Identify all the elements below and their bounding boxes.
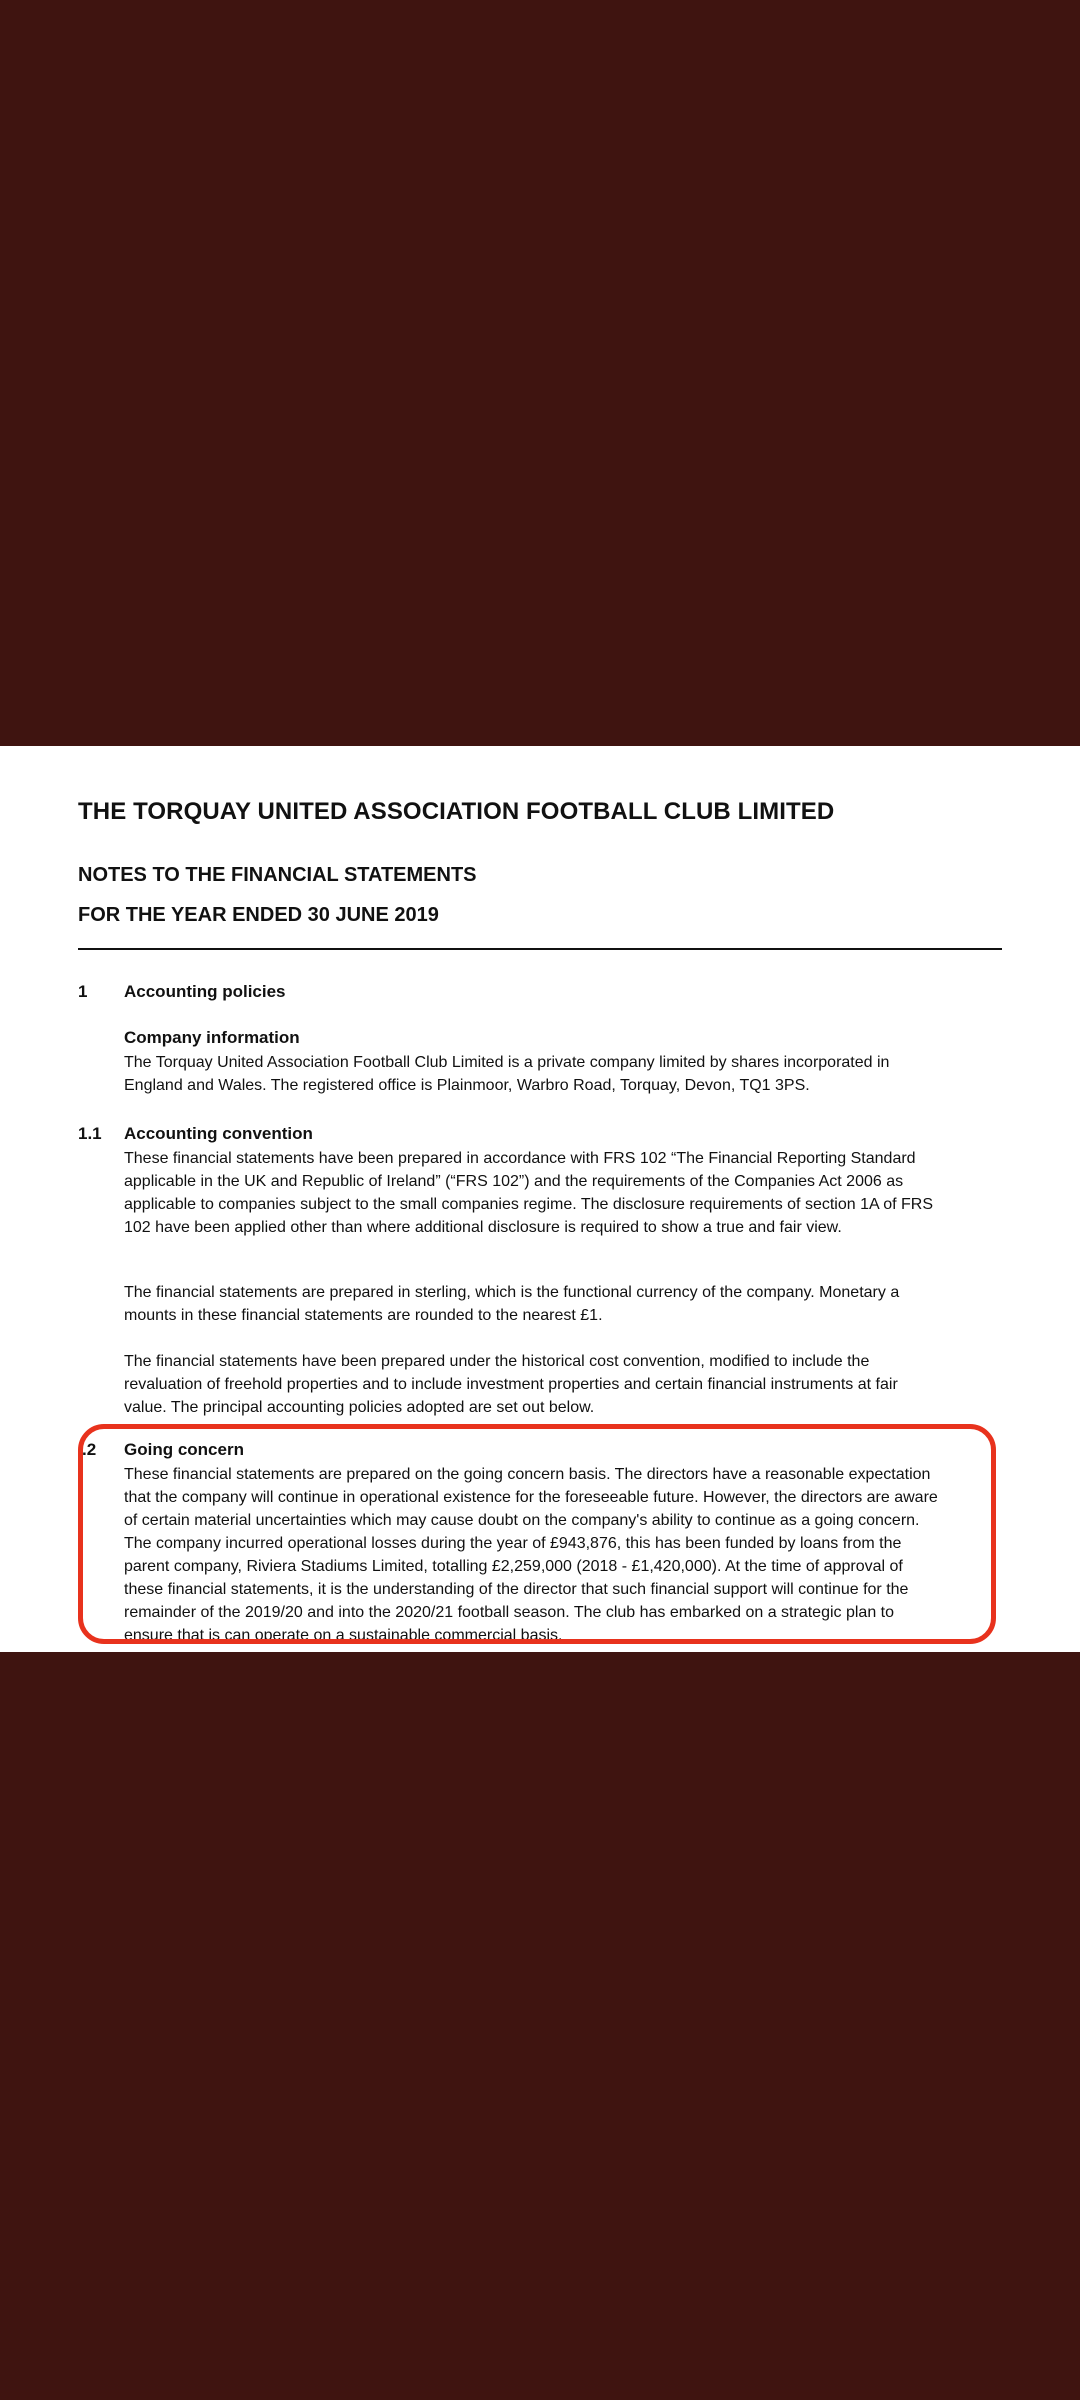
text-line: The company incurred operational losses during the year of £943,876, this has been funded by loans from the [124,1535,902,1552]
text-line: applicable to companies subject to the small companies regime. The disclosure requirements of section 1A of FRS [124,1196,933,1213]
text-line: value. The principal accounting policies adopted are set out below. [124,1399,595,1416]
text-line: These financial statements are prepared on the going concern basis. The directors have a reasonable expectation [124,1466,931,1483]
section-1-number: 1 [78,982,88,1001]
company-title: THE TORQUAY UNITED ASSOCIATION FOOTBALL CLUB LIMITED [78,798,835,825]
company-information-paragraph [124,1051,1004,1097]
text-line: mounts in these financial statements are rounded to the nearest £1. [124,1307,603,1324]
company-information-heading: Company information [124,1028,300,1047]
text-line: remainder of the 2019/20 and into the 2020/21 football season. The club has embarked on a strategic plan to [124,1604,895,1621]
section-1-1-number: 1.1 [78,1124,102,1143]
accounting-convention-paragraph-2 [124,1281,1004,1327]
text-line: These financial statements have been prepared in accordance with FRS 102 “The Financial Reporting Standard [124,1150,916,1167]
text-line: of certain material uncertainties which may cause doubt on the company's ability to continue as a going concern. [124,1512,920,1529]
going-concern-paragraph [124,1463,994,1647]
accounting-convention-paragraph-1 [124,1147,1004,1239]
text-line: The financial statements are prepared in sterling, which is the functional currency of the company. Monetary a [124,1284,900,1301]
accounting-convention-paragraph-3 [124,1350,1004,1419]
year-title: FOR THE YEAR ENDED 30 JUNE 2019 [78,904,439,926]
text-line: ensure that is can operate on a sustainable commercial basis. [124,1627,563,1644]
text-line: revaluation of freehold properties and to include investment properties and certain financial instruments at fair [124,1376,898,1393]
text-line: parent company, Riviera Stadiums Limited, totalling £2,259,000 (2018 - £1,420,000). At the time of approval of [124,1558,903,1575]
text-line: The financial statements have been prepared under the historical cost convention, modified to include the [124,1353,870,1370]
section-1-1-title: Accounting convention [124,1124,313,1143]
header-divider [78,948,1002,950]
text-line: these financial statements, it is the understanding of the director that such financial support will continue for the [124,1581,909,1598]
notes-title: NOTES TO THE FINANCIAL STATEMENTS [78,864,477,886]
text-line: applicable in the UK and Republic of Ireland” (“FRS 102”) and the requirements of the Companies Act 2006 as [124,1173,904,1190]
document-page [0,746,1080,1652]
section-1-title: Accounting policies [124,982,286,1001]
text-line: that the company will continue in operational existence for the foreseeable future. However, the directors are aware [124,1489,938,1506]
text-line: England and Wales. The registered office is Plainmoor, Warbro Road, Torquay, Devon, TQ1 3PS. [124,1077,810,1094]
section-1-2-title: Going concern [124,1440,244,1459]
text-line: 102 have been applied other than where additional disclosure is required to show a true and fair view. [124,1219,842,1236]
text-line: The Torquay United Association Football Club Limited is a private company limited by shares incorporated in [124,1054,890,1071]
section-1-2-number: .2 [82,1440,97,1459]
